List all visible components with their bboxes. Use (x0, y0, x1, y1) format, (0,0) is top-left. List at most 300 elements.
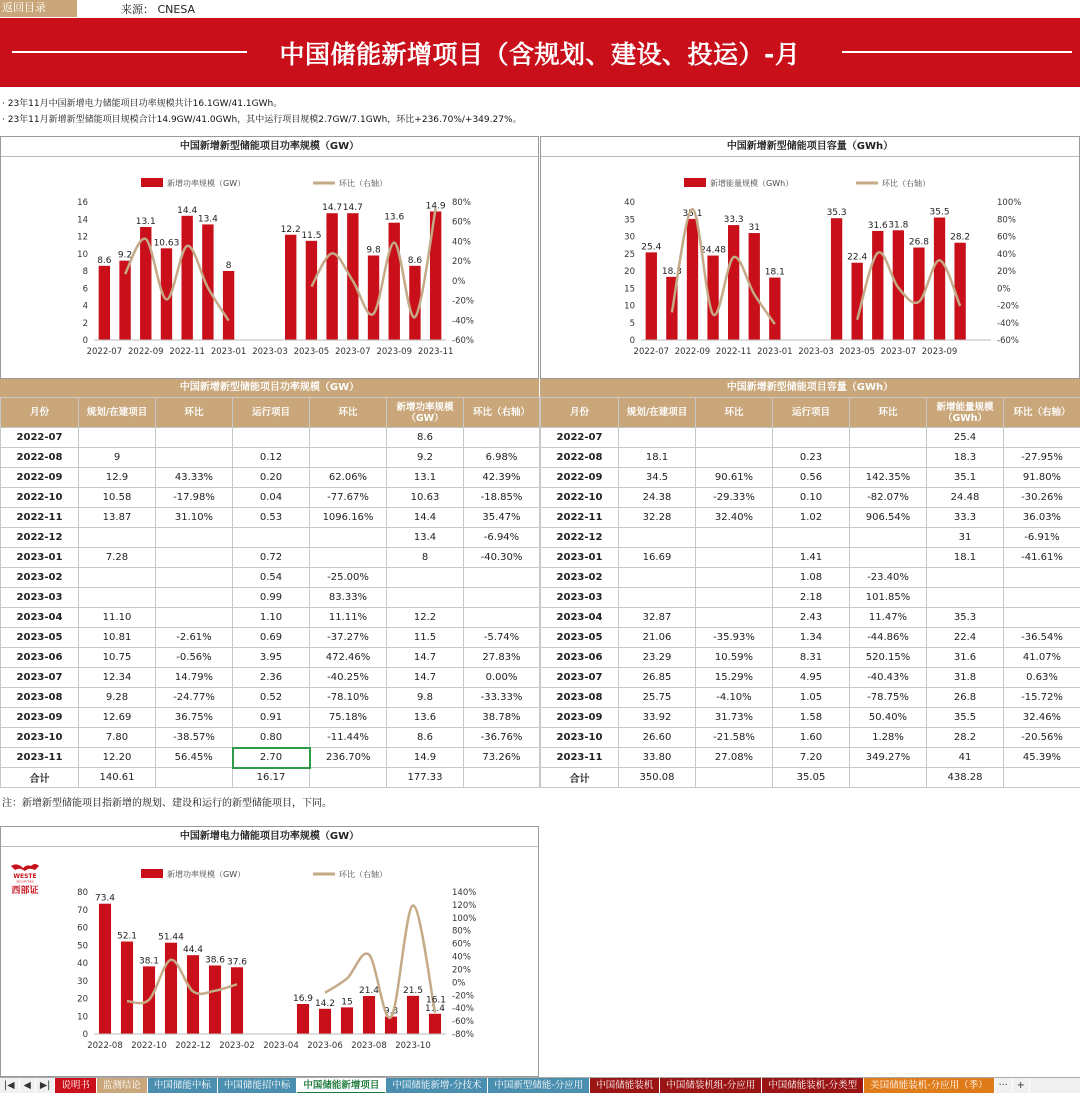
sheet-tab[interactable]: 中国储能招中标 (218, 1078, 298, 1093)
table-cell[interactable]: 1.08 (773, 568, 850, 588)
table-cell[interactable]: 0.00% (464, 668, 540, 688)
bar-data-label: 35.1 (682, 208, 703, 219)
table-cell[interactable] (310, 448, 387, 468)
row-month-cell[interactable]: 2022-11 (541, 508, 619, 528)
row-month-cell[interactable]: 2022-08 (1, 448, 79, 468)
table-cell[interactable]: 33.80 (619, 748, 696, 768)
table-cell[interactable]: 10.63 (387, 488, 464, 508)
table-cell[interactable] (696, 428, 773, 448)
table-cell[interactable]: 14.7 (387, 668, 464, 688)
sheet-tab[interactable]: 中国储能新增-分技术 (386, 1078, 488, 1093)
table-cell[interactable]: 24.48 (927, 488, 1004, 508)
table-cell[interactable]: 42.39% (464, 468, 540, 488)
table-cell[interactable]: 26.60 (619, 728, 696, 748)
row-month-cell[interactable]: 2023-08 (541, 688, 619, 708)
table-cell[interactable] (1004, 568, 1080, 588)
table-cell[interactable]: 21.06 (619, 628, 696, 648)
table-cell[interactable] (1004, 428, 1080, 448)
row-month-cell[interactable]: 2023-08 (1, 688, 79, 708)
table-cell[interactable]: 25.4 (927, 428, 1004, 448)
table-cell[interactable]: 12.2 (387, 608, 464, 628)
x-tick-label: 2023-04 (263, 1041, 299, 1051)
table-cell[interactable] (156, 568, 233, 588)
table-cell[interactable] (850, 528, 927, 548)
table-row (1, 768, 540, 788)
table-cell[interactable]: 11.5 (387, 628, 464, 648)
row-month-cell[interactable]: 2023-05 (541, 628, 619, 648)
table-cell[interactable]: 35.1 (927, 468, 1004, 488)
row-month-cell[interactable]: 2022-09 (1, 468, 79, 488)
table-cell[interactable] (619, 568, 696, 588)
table-cell[interactable] (387, 568, 464, 588)
table-cell[interactable]: -23.40% (850, 568, 927, 588)
row-month-cell[interactable]: 2023-10 (1, 728, 79, 748)
sheet-tab[interactable]: 中国储装机组-分应用 (660, 1078, 762, 1093)
row-month-cell[interactable]: 2023-02 (1, 568, 79, 588)
table-cell[interactable]: 0.54 (233, 568, 310, 588)
table-cell[interactable]: 13.1 (387, 468, 464, 488)
table-cell[interactable]: 32.40% (696, 508, 773, 528)
table-cell[interactable] (156, 768, 233, 788)
table-cell[interactable]: 2.43 (773, 608, 850, 628)
table-cell[interactable]: 31.73% (696, 708, 773, 728)
row-month-cell[interactable]: 2022-10 (541, 488, 619, 508)
row-month-cell[interactable]: 2023-03 (1, 588, 79, 608)
row-month-cell[interactable]: 合计 (1, 768, 79, 788)
table-cell[interactable]: 2.36 (233, 668, 310, 688)
table-cell[interactable]: 18.1 (927, 548, 1004, 568)
table-cell[interactable]: 83.33% (310, 588, 387, 608)
table-cell[interactable]: 32.87 (619, 608, 696, 628)
table-row (1, 488, 540, 508)
table-cell[interactable]: 0.63% (1004, 668, 1080, 688)
table-cell[interactable]: 9.8 (387, 688, 464, 708)
row-month-cell[interactable]: 2022-07 (541, 428, 619, 448)
table-cell[interactable] (464, 608, 540, 628)
table-cell[interactable] (156, 448, 233, 468)
table-cell[interactable]: 35.47% (464, 508, 540, 528)
table-cell[interactable]: 12.9 (79, 468, 156, 488)
bar-data-label: 16.1 (425, 995, 447, 1006)
sheet-tab[interactable]: 美国储能装机-分应用（季） (864, 1078, 994, 1093)
table-cell[interactable]: 438.28 (927, 768, 1004, 788)
table-cell[interactable]: 2.70 (233, 748, 310, 768)
row-month-cell[interactable]: 2023-05 (1, 628, 79, 648)
table-cell[interactable] (1004, 588, 1080, 608)
row-month-cell[interactable]: 2023-07 (541, 668, 619, 688)
table-cell[interactable]: -21.58% (696, 728, 773, 748)
energy-chart (541, 158, 1079, 378)
table-cell[interactable]: 9.2 (387, 448, 464, 468)
row-month-cell[interactable]: 2022-12 (1, 528, 79, 548)
sheet-nav-button[interactable]: ◀ (20, 1078, 36, 1093)
table-cell[interactable]: 7.80 (79, 728, 156, 748)
table-cell[interactable]: 15.29% (696, 668, 773, 688)
table-cell[interactable]: 520.15% (850, 648, 927, 668)
row-month-cell[interactable]: 2023-02 (541, 568, 619, 588)
table-cell[interactable]: 140.61 (79, 768, 156, 788)
table-cell[interactable]: 14.9 (387, 748, 464, 768)
table-cell[interactable] (156, 548, 233, 568)
table-cell[interactable]: 11.10 (79, 608, 156, 628)
table-cell[interactable] (696, 528, 773, 548)
table-cell[interactable] (310, 768, 387, 788)
table-cell[interactable]: -6.94% (464, 528, 540, 548)
table-cell[interactable]: 36.75% (156, 708, 233, 728)
row-month-cell[interactable]: 2023-10 (541, 728, 619, 748)
table-cell[interactable] (79, 528, 156, 548)
table-cell[interactable]: -44.86% (850, 628, 927, 648)
table-cell[interactable]: 33.92 (619, 708, 696, 728)
table-cell[interactable]: 0.20 (233, 468, 310, 488)
table-cell[interactable] (773, 528, 850, 548)
table-cell[interactable]: 18.3 (927, 448, 1004, 468)
table-cell[interactable]: 101.85% (850, 588, 927, 608)
table-cell[interactable]: 31.8 (927, 668, 1004, 688)
table-cell[interactable]: 1.60 (773, 728, 850, 748)
table-cell[interactable]: 11.47% (850, 608, 927, 628)
table-cell[interactable]: 8.6 (387, 428, 464, 448)
sheet-tab[interactable]: 中国储能装机-分类型 (762, 1078, 864, 1093)
table-cell[interactable] (696, 768, 773, 788)
table-cell[interactable]: -37.27% (310, 628, 387, 648)
table-cell[interactable]: 41 (927, 748, 1004, 768)
table-cell[interactable]: 1.28% (850, 728, 927, 748)
table-cell[interactable]: -33.33% (464, 688, 540, 708)
table-cell[interactable]: -40.43% (850, 668, 927, 688)
sheet-tab[interactable]: 监测结论 (97, 1078, 148, 1093)
table-cell[interactable]: 31.6 (927, 648, 1004, 668)
table-cell[interactable]: -77.67% (310, 488, 387, 508)
table-cell[interactable]: 0.72 (233, 548, 310, 568)
table-cell[interactable]: 0.99 (233, 588, 310, 608)
table-cell[interactable]: 31.10% (156, 508, 233, 528)
table-cell[interactable]: 0.80 (233, 728, 310, 748)
table-cell[interactable] (464, 588, 540, 608)
table-cell[interactable]: 31 (927, 528, 1004, 548)
table-cell[interactable]: -29.33% (696, 488, 773, 508)
bar (209, 965, 221, 1034)
table-cell[interactable]: 25.75 (619, 688, 696, 708)
table-cell[interactable] (850, 448, 927, 468)
row-month-cell[interactable]: 2022-11 (1, 508, 79, 528)
table-cell[interactable]: 7.20 (773, 748, 850, 768)
y-right-tick-label: -40% (452, 1004, 474, 1015)
table-cell[interactable]: 472.46% (310, 648, 387, 668)
table-cell[interactable]: 7.28 (79, 548, 156, 568)
table-cell[interactable]: 43.33% (156, 468, 233, 488)
back-to-index-button[interactable]: 返回目录 (0, 0, 77, 17)
table-cell[interactable]: 0.12 (233, 448, 310, 468)
table-cell[interactable] (1004, 608, 1080, 628)
table-cell[interactable]: 45.39% (1004, 748, 1080, 768)
row-month-cell[interactable]: 2023-04 (1, 608, 79, 628)
table-cell[interactable] (233, 428, 310, 448)
table-cell[interactable]: 73.26% (464, 748, 540, 768)
table-cell[interactable]: 349.27% (850, 748, 927, 768)
table-cell[interactable]: 8 (387, 548, 464, 568)
table-cell[interactable]: 0.10 (773, 488, 850, 508)
table-cell[interactable]: 0.91 (233, 708, 310, 728)
table-row (541, 428, 1080, 448)
table-cell[interactable]: 91.80% (1004, 468, 1080, 488)
table-cell[interactable]: 1.34 (773, 628, 850, 648)
row-month-cell[interactable]: 2023-07 (1, 668, 79, 688)
row-month-cell[interactable]: 2022-10 (1, 488, 79, 508)
table-cell[interactable] (156, 588, 233, 608)
table-cell[interactable]: 24.38 (619, 488, 696, 508)
table-cell[interactable]: -78.10% (310, 688, 387, 708)
table-cell[interactable] (850, 428, 927, 448)
sheet-nav-button[interactable]: + (1013, 1078, 1030, 1093)
table-cell[interactable]: 26.85 (619, 668, 696, 688)
table-cell[interactable]: 26.8 (927, 688, 1004, 708)
column-header: 新增能量规模（GWh） (927, 398, 1004, 428)
table-cell[interactable]: 14.7 (387, 648, 464, 668)
table-cell[interactable] (464, 428, 540, 448)
x-tick-label: 2022-09 (674, 347, 711, 357)
table-cell[interactable]: -78.75% (850, 688, 927, 708)
y-right-tick-label: 20% (452, 965, 471, 976)
table-cell[interactable] (619, 588, 696, 608)
table-cell[interactable]: 0.04 (233, 488, 310, 508)
table-cell[interactable]: 8.31 (773, 648, 850, 668)
table-cell[interactable]: 13.4 (387, 528, 464, 548)
table-cell[interactable]: 23.29 (619, 648, 696, 668)
table-cell[interactable]: 50.40% (850, 708, 927, 728)
table-cell[interactable]: 1.02 (773, 508, 850, 528)
table-cell[interactable]: 75.18% (310, 708, 387, 728)
table-cell[interactable]: 177.33 (387, 768, 464, 788)
table-cell[interactable]: 18.1 (619, 448, 696, 468)
table-cell[interactable] (696, 548, 773, 568)
table-cell[interactable] (850, 548, 927, 568)
table-cell[interactable]: 62.06% (310, 468, 387, 488)
table-cell[interactable]: -36.76% (464, 728, 540, 748)
table-cell[interactable]: 12.20 (79, 748, 156, 768)
row-month-cell[interactable]: 2022-07 (1, 428, 79, 448)
table-cell[interactable] (310, 428, 387, 448)
table-cell[interactable]: 11.11% (310, 608, 387, 628)
sheet-nav-button[interactable]: ▶| (36, 1078, 56, 1093)
table-cell[interactable]: -15.72% (1004, 688, 1080, 708)
bar-data-label: 10.63 (153, 238, 180, 249)
bar-data-label: 25.4 (641, 242, 662, 253)
table-cell[interactable]: 3.95 (233, 648, 310, 668)
row-month-cell[interactable]: 2022-09 (541, 468, 619, 488)
bar (121, 942, 133, 1034)
table-cell[interactable]: 35.5 (927, 708, 1004, 728)
table-cell[interactable] (464, 568, 540, 588)
row-month-cell[interactable]: 2023-03 (541, 588, 619, 608)
row-month-cell[interactable]: 2023-09 (541, 708, 619, 728)
x-tick-label: 2022-09 (128, 347, 164, 357)
table-cell[interactable]: 142.35% (850, 468, 927, 488)
table-cell[interactable]: 0.23 (773, 448, 850, 468)
row-month-cell[interactable]: 2023-04 (541, 608, 619, 628)
table-cell[interactable]: -41.61% (1004, 548, 1080, 568)
table-cell[interactable]: 34.5 (619, 468, 696, 488)
y-right-tick-label: 20% (452, 257, 471, 268)
table-cell[interactable] (79, 568, 156, 588)
table-cell[interactable]: 13.6 (387, 708, 464, 728)
table-cell[interactable]: -27.95% (1004, 448, 1080, 468)
table-cell[interactable] (156, 528, 233, 548)
table-cell[interactable] (79, 428, 156, 448)
table-cell[interactable] (696, 448, 773, 468)
row-month-cell[interactable]: 2023-09 (1, 708, 79, 728)
table-cell[interactable]: -20.56% (1004, 728, 1080, 748)
y-left-tick-label: 40 (624, 198, 635, 208)
table-cell[interactable] (850, 768, 927, 788)
sheet-tab[interactable]: 说明书 (55, 1078, 97, 1093)
row-month-cell[interactable]: 合计 (541, 768, 619, 788)
row-month-cell[interactable]: 2022-08 (541, 448, 619, 468)
x-tick-label: 2023-08 (351, 1041, 387, 1051)
table-cell[interactable] (773, 428, 850, 448)
y-right-tick-label: 80% (997, 215, 1016, 226)
table-cell[interactable]: 1.58 (773, 708, 850, 728)
y-left-tick-label: 70 (77, 905, 88, 916)
table-cell[interactable]: 10.75 (79, 648, 156, 668)
table-cell[interactable]: -35.93% (696, 628, 773, 648)
table-cell[interactable] (696, 608, 773, 628)
sheet-tab[interactable]: 中国储能装机 (590, 1078, 660, 1093)
table-cell[interactable] (310, 548, 387, 568)
table-cell[interactable]: 1.41 (773, 548, 850, 568)
table-cell[interactable]: 8.6 (387, 728, 464, 748)
table-cell[interactable]: 22.4 (927, 628, 1004, 648)
table-cell[interactable]: 90.61% (696, 468, 773, 488)
table-cell[interactable]: -40.25% (310, 668, 387, 688)
table-cell[interactable]: 36.03% (1004, 508, 1080, 528)
table-cell[interactable]: 32.46% (1004, 708, 1080, 728)
table-cell[interactable]: 32.28 (619, 508, 696, 528)
sheet-tab[interactable]: 中国储能新增项目 (297, 1078, 386, 1093)
table-cell[interactable] (619, 428, 696, 448)
table-cell[interactable] (387, 588, 464, 608)
row-month-cell[interactable]: 2023-11 (541, 748, 619, 768)
power-table (0, 397, 540, 788)
table-cell[interactable]: 13.87 (79, 508, 156, 528)
y-left-tick-label: 0 (82, 1030, 88, 1040)
table-cell[interactable]: 16.17 (233, 768, 310, 788)
table-row (541, 688, 1080, 708)
table-cell[interactable]: 6.98% (464, 448, 540, 468)
table-cell[interactable]: 27.83% (464, 648, 540, 668)
table-cell[interactable]: 350.08 (619, 768, 696, 788)
table-cell[interactable]: 10.59% (696, 648, 773, 668)
table-cell[interactable]: -30.26% (1004, 488, 1080, 508)
table-cell[interactable]: 9 (79, 448, 156, 468)
table-cell[interactable]: 14.4 (387, 508, 464, 528)
row-month-cell[interactable]: 2023-01 (541, 548, 619, 568)
page-title: 中国储能新增项目（含规划、建设、投运）-月 (279, 40, 801, 69)
table-cell[interactable]: -2.61% (156, 628, 233, 648)
table-cell[interactable]: 28.2 (927, 728, 1004, 748)
table-cell[interactable]: -25.00% (310, 568, 387, 588)
table-cell[interactable]: 35.3 (927, 608, 1004, 628)
bar-data-label: 16.9 (292, 994, 314, 1005)
sheet-tab[interactable]: 中国新型储能-分应用 (488, 1078, 590, 1093)
row-month-cell[interactable]: 2023-06 (1, 648, 79, 668)
table-cell[interactable]: 38.78% (464, 708, 540, 728)
table-cell[interactable]: -6.91% (1004, 528, 1080, 548)
table-cell[interactable]: 35.05 (773, 768, 850, 788)
table-cell[interactable] (696, 568, 773, 588)
table-cell[interactable]: 906.54% (850, 508, 927, 528)
table-cell[interactable]: -5.74% (464, 628, 540, 648)
table-cell[interactable]: -18.85% (464, 488, 540, 508)
table-cell[interactable]: 14.79% (156, 668, 233, 688)
table-cell[interactable] (79, 588, 156, 608)
table-cell[interactable]: -17.98% (156, 488, 233, 508)
table-cell[interactable]: 16.69 (619, 548, 696, 568)
table-cell[interactable]: 4.95 (773, 668, 850, 688)
table-cell[interactable]: -0.56% (156, 648, 233, 668)
table-cell[interactable] (927, 568, 1004, 588)
table-cell[interactable]: 9.28 (79, 688, 156, 708)
sheet-tab[interactable]: 中国储能中标 (148, 1078, 218, 1093)
table-cell[interactable]: 12.69 (79, 708, 156, 728)
table-cell[interactable]: -82.07% (850, 488, 927, 508)
table-cell[interactable]: 0.56 (773, 468, 850, 488)
table-cell[interactable]: 10.81 (79, 628, 156, 648)
table-cell[interactable]: -11.44% (310, 728, 387, 748)
table-cell[interactable]: 1.10 (233, 608, 310, 628)
table-cell[interactable]: 236.70% (310, 748, 387, 768)
table-cell[interactable] (156, 608, 233, 628)
y-right-tick-label: 100% (452, 913, 477, 924)
sheet-nav-button[interactable]: ··· (995, 1078, 1013, 1093)
row-month-cell[interactable]: 2023-06 (541, 648, 619, 668)
table-cell[interactable] (156, 428, 233, 448)
row-month-cell[interactable]: 2022-12 (541, 528, 619, 548)
bar (407, 996, 419, 1034)
row-month-cell[interactable]: 2023-11 (1, 748, 79, 768)
bar-data-label: 18.1 (764, 267, 785, 278)
bar-data-label: 26.8 (908, 237, 929, 248)
table-cell[interactable]: -38.57% (156, 728, 233, 748)
table-cell[interactable] (1004, 768, 1080, 788)
table-cell[interactable]: 1.05 (773, 688, 850, 708)
table-cell[interactable]: -4.10% (696, 688, 773, 708)
table-cell[interactable] (927, 588, 1004, 608)
table-cell[interactable]: -40.30% (464, 548, 540, 568)
table-cell[interactable]: 10.58 (79, 488, 156, 508)
table-cell[interactable] (464, 768, 540, 788)
table-cell[interactable]: -36.54% (1004, 628, 1080, 648)
table-cell[interactable] (310, 528, 387, 548)
table-cell[interactable]: 1096.16% (310, 508, 387, 528)
table-row (541, 748, 1080, 768)
sheet-nav-button[interactable]: |◀ (0, 1078, 20, 1093)
table-cell[interactable] (696, 588, 773, 608)
table-cell[interactable]: 27.08% (696, 748, 773, 768)
table-cell[interactable]: 0.69 (233, 628, 310, 648)
row-month-cell[interactable]: 2023-01 (1, 548, 79, 568)
table-cell[interactable]: 12.34 (79, 668, 156, 688)
table-cell[interactable]: 33.3 (927, 508, 1004, 528)
table-cell[interactable]: 0.53 (233, 508, 310, 528)
table-cell[interactable] (233, 528, 310, 548)
table-cell[interactable]: -24.77% (156, 688, 233, 708)
table-cell[interactable]: 41.07% (1004, 648, 1080, 668)
table-cell[interactable]: 0.52 (233, 688, 310, 708)
table-cell[interactable]: 2.18 (773, 588, 850, 608)
table-cell[interactable] (619, 528, 696, 548)
table-cell[interactable]: 56.45% (156, 748, 233, 768)
